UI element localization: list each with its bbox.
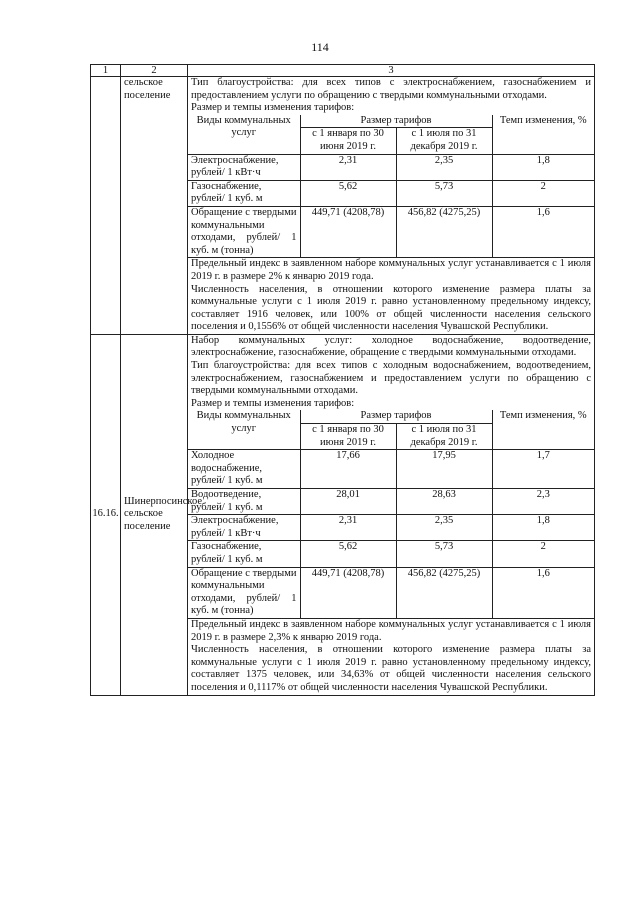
- tariff-rate: 2: [492, 541, 594, 567]
- service-name: Газоснабжение, рублей/ 1 куб. м: [188, 541, 300, 567]
- tariff-value-1: 28,01: [300, 489, 396, 515]
- settlement-name-b: Шинерпосинское сельское поселение: [121, 334, 188, 695]
- tariff-value-2: 5,73: [396, 541, 492, 567]
- tariff-table-b: [188, 410, 594, 619]
- tariff-value-1: 5,62: [300, 180, 396, 206]
- service-name: Электроснабжение, рублей/ 1 кВт·ч: [188, 515, 300, 541]
- tariff-header-size: Размер тарифов: [300, 410, 492, 423]
- tariff-value-2: 2,35: [396, 515, 492, 541]
- tariff-value-2: 17,95: [396, 450, 492, 489]
- tariff-value-1: 2,31: [300, 515, 396, 541]
- tariff-value-1: 5,62: [300, 541, 396, 567]
- tariff-row: [188, 541, 594, 567]
- tariff-value-1: 449,71 (4208,78): [300, 567, 396, 618]
- tariff-value-2: 5,73: [396, 180, 492, 206]
- population-b: Численность населения, в отношении которого изменение размера платы за коммунальные услуги с 1 июля 2019 г. равно установленному предельному индексу, составляет 1375 человек, или 34,63% от общей численности населения сельского поселения и 0,1117% от общей численности населения Чувашской Республики.: [191, 644, 591, 693]
- tariff-row: [188, 450, 594, 489]
- service-name: Обращение с твердыми коммунальными отходами, рублей/ 1 куб. м (тонна): [188, 206, 300, 257]
- improvement-type-b: Тип благоустройства: для всех типов с холодным водоснабжением, водоотведением, электроснабжением, газоснабжением и предоставлением услуги по обращению с твердыми коммунальными отходами.: [191, 360, 591, 397]
- tariff-header-rate: Темп изменения, %: [492, 115, 594, 154]
- tariff-header-period1: с 1 января по 30 июня 2019 г.: [300, 128, 396, 154]
- settlement-name-a: сельское поселение: [121, 77, 188, 335]
- population-a: Численность населения, в отношении которого изменение размера платы за коммунальные услуги с 1 июля 2019 г. равно установленному предельному индексу, составляет 1916 человек, или 100% от общей численности населения сельского поселения и 0,1556% от общей численности населения Чувашской Республики.: [191, 283, 591, 333]
- tariff-row: [188, 567, 594, 618]
- settlement-row-b: [91, 334, 595, 695]
- tariff-row: [188, 154, 594, 180]
- tariff-row: [188, 206, 594, 257]
- tariff-value-2: 2,35: [396, 154, 492, 180]
- tariff-caption-a: Размер и темпы изменения тарифов:: [191, 102, 355, 114]
- tariff-table-a: [188, 115, 594, 259]
- tariff-header-service: Виды коммунальных услуг: [188, 410, 300, 449]
- tariff-rate: 1,7: [492, 450, 594, 489]
- tariff-header-period2: с 1 июля по 31 декабря 2019 г.: [396, 424, 492, 450]
- tariff-row: [188, 180, 594, 206]
- row-number-b: 16.16.: [91, 334, 121, 695]
- tariff-value-1: 449,71 (4208,78): [300, 206, 396, 257]
- header-col-2: 2: [121, 65, 188, 77]
- header-col-1: 1: [91, 65, 121, 77]
- page-number: 114: [311, 40, 329, 54]
- tariff-value-1: 17,66: [300, 450, 396, 489]
- tariff-rate: 2,3: [492, 489, 594, 515]
- header-row: [91, 65, 595, 77]
- tariff-rate: 1,8: [492, 515, 594, 541]
- main-table: [90, 64, 595, 696]
- tariff-value-2: 456,82 (4275,25): [396, 206, 492, 257]
- tariff-rate: 1,6: [492, 567, 594, 618]
- tariff-header-period2: с 1 июля по 31 декабря 2019 г.: [396, 128, 492, 154]
- tariff-value-2: 28,63: [396, 489, 492, 515]
- tariff-rate: 2: [492, 180, 594, 206]
- service-name: Холодное водоснабжение, рублей/ 1 куб. м: [188, 450, 300, 489]
- header-col-3: 3: [188, 65, 595, 77]
- tariff-row: [188, 489, 594, 515]
- tariff-rate: 1,8: [492, 154, 594, 180]
- services-set-b: Набор коммунальных услуг: холодное водоснабжение, водоотведение, электроснабжение, газоснабжение, обращение с твердыми коммунальными отходами.: [191, 334, 591, 359]
- improvement-type-a: Тип благоустройства: для всех типов с электроснабжением, газоснабжением и предоставлением услуги по обращению с твердыми коммунальными отходами.: [191, 77, 591, 101]
- row-number-a: [91, 77, 121, 335]
- tariff-value-2: 456,82 (4275,25): [396, 567, 492, 618]
- tariff-header-size: Размер тарифов: [300, 115, 492, 128]
- tariff-header-period1: с 1 января по 30 июня 2019 г.: [300, 424, 396, 450]
- limit-index-b: Предельный индекс в заявленном наборе коммунальных услуг устанавливается с 1 июля 2019 г. в размере 2,3% к январю 2019 года.: [191, 618, 591, 643]
- tariff-row: [188, 515, 594, 541]
- settlement-details-b: [188, 334, 595, 695]
- limit-index-a: Предельный индекс в заявленном наборе коммунальных услуг устанавливается с 1 июля 2019 г. в размере 2% к январю 2019 года.: [191, 258, 591, 282]
- tariff-header-row: [188, 410, 594, 423]
- settlement-details-a: [188, 77, 595, 335]
- service-name: Обращение с твердыми коммунальными отходами, рублей/ 1 куб. м (тонна): [188, 567, 300, 618]
- tariff-header-service: Виды коммунальных услуг: [188, 115, 300, 154]
- tariff-value-1: 2,31: [300, 154, 396, 180]
- tariff-header-rate: Темп изменения, %: [492, 410, 594, 449]
- settlement-row-a: [91, 77, 595, 335]
- service-name: Газоснабжение, рублей/ 1 куб. м: [188, 180, 300, 206]
- tariff-caption-b: Размер и темпы изменения тарифов:: [191, 397, 355, 409]
- tariff-rate: 1,6: [492, 206, 594, 257]
- service-name: Водоотведение, рублей/ 1 куб. м: [188, 489, 300, 515]
- tariff-header-row: [188, 115, 594, 128]
- service-name: Электроснабжение, рублей/ 1 кВт·ч: [188, 154, 300, 180]
